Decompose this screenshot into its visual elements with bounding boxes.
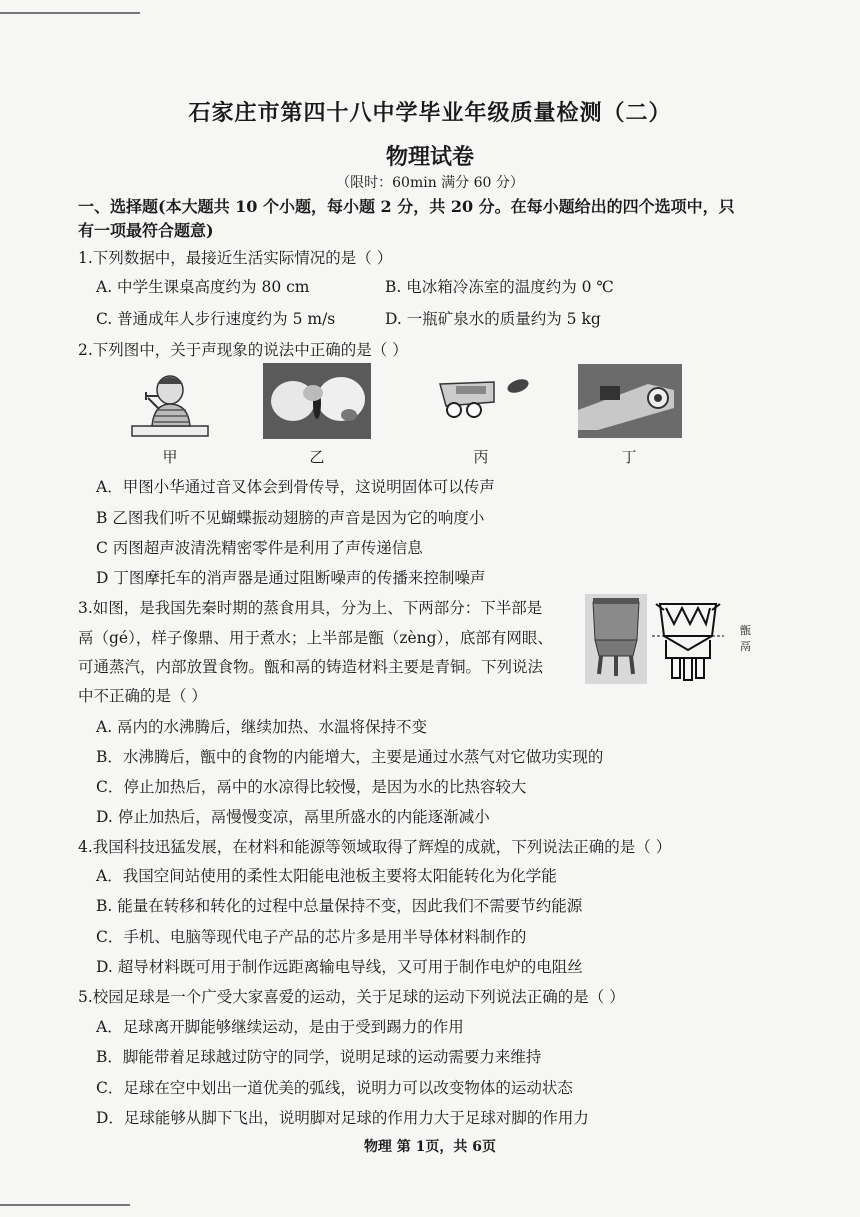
q2-option-b: B 乙图我们听不见蝴蝶振动翅膀的声音是因为它的响度小 — [96, 509, 485, 527]
q1-option-d: D. 一瓶矿泉水的质量约为 5 kg — [385, 310, 601, 328]
q2-option-c: C 丙图超声波清洗精密零件是利用了声传递信息 — [96, 539, 423, 557]
butterfly-photo — [263, 363, 371, 439]
ultrasonic-cleaner-photo — [436, 372, 532, 420]
q3-option-c: C．停止加热后，鬲中的水凉得比较慢，是因为水的比热容较大 — [96, 778, 527, 796]
exam-time-info: （限时：60min 满分 60 分） — [336, 175, 524, 191]
question-5-stem: 5.校园足球是一个广受大家喜爱的运动，关于足球的运动下列说法正确的是（ ） — [78, 988, 625, 1006]
scan-artifact-top — [0, 12, 140, 14]
figure-label-ding: 丁 — [621, 448, 637, 466]
steamer-diagram — [652, 596, 734, 686]
question-3-stem-line2: 鬲（gé），样子像鼎、用于煮水；上半部是甑（zèng），底部有网眼、 — [78, 629, 553, 647]
question-2-stem: 2.下列图中，关于声现象的说法中正确的是（ ） — [78, 341, 408, 359]
q1-option-c: C. 普通成年人步行速度约为 5 m/s — [96, 310, 336, 328]
student-tuning-fork-figure — [128, 368, 212, 440]
q1-option-b: B. 电冰箱冷冻室的温度约为 0 ℃ — [385, 278, 614, 296]
q4-option-a: A．我国空间站使用的柔性太阳能电池板主要将太阳能转化为化学能 — [96, 867, 557, 885]
q3-option-d: D. 停止加热后，鬲慢慢变凉，鬲里所盛水的内能逐渐减小 — [96, 808, 490, 826]
question-1-stem: 1.下列数据中，最接近生活实际情况的是（ ） — [78, 249, 393, 267]
exam-subject: 物理试卷 — [385, 144, 474, 170]
label-li: 鬲 — [740, 640, 751, 653]
q2-option-d: D 丁图摩托车的消声器是通过阻断噪声的传播来控制噪声 — [96, 569, 486, 587]
question-4-stem: 4.我国科技迅猛发展，在材料和能源等领域取得了辉煌的成就，下列说法正确的是（ ） — [78, 838, 672, 856]
q3-option-b: B．水沸腾后，甑中的食物的内能增大，主要是通过水蒸气对它做功实现的 — [96, 748, 604, 766]
bronze-steamer-photo — [585, 594, 647, 684]
q5-option-a: A．足球离开脚能够继续运动，是由于受到踢力的作用 — [96, 1018, 464, 1036]
q5-option-b: B．脚能带着足球越过防守的同学，说明足球的运动需要力来维持 — [96, 1048, 542, 1066]
question-3-stem-line3: 可通蒸汽，内部放置食物。甑和鬲的铸造材料主要是青铜。下列说法 — [78, 658, 544, 676]
section-heading-cont: 有一项最符合题意) — [78, 221, 214, 240]
label-zeng: 甑 — [740, 624, 751, 637]
q4-option-c: C．手机、电脑等现代电子产品的芯片多是用半导体材料制作的 — [96, 928, 527, 946]
page-footer: 物理 第 1页，共 6页 — [363, 1139, 497, 1155]
q3-option-a: A. 鬲内的水沸腾后，继续加热、水温将保持不变 — [96, 718, 428, 736]
question-3-stem-line4: 中不正确的是（ ） — [78, 687, 207, 705]
q5-option-d: D．足球能够从脚下飞出，说明脚对足球的作用力大于足球对脚的作用力 — [96, 1109, 589, 1127]
q1-option-a: A. 中学生课桌高度约为 80 cm — [96, 278, 310, 296]
q4-option-b: B. 能量在转移和转化的过程中总量保持不变，因此我们不需要节约能源 — [96, 897, 583, 915]
q4-option-d: D. 超导材料既可用于制作远距离输电导线，又可用于制作电炉的电阻丝 — [96, 958, 583, 976]
section-heading: 一、选择题(本大题共 10 个小题，每小题 2 分，共 20 分。在每小题给出的四个选项中，只 — [78, 197, 735, 216]
figure-label-bing: 丙 — [473, 448, 489, 466]
exam-title: 石家庄市第四十八中学毕业年级质量检测（二） — [188, 100, 672, 126]
q5-option-c: C．足球在空中划出一道优美的弧线，说明力可以改变物体的运动状态 — [96, 1079, 573, 1097]
motorcycle-muffler-photo — [578, 364, 682, 438]
q2-option-a: A．甲图小华通过音叉体会到骨传导，这说明固体可以传声 — [96, 478, 495, 496]
figure-label-jia: 甲 — [162, 448, 178, 466]
figure-label-yi: 乙 — [309, 448, 325, 466]
scan-artifact-bottom — [0, 1204, 130, 1206]
question-3-stem-line1: 3.如图，是我国先秦时期的蒸食用具，分为上、下两部分：下半部是 — [78, 599, 543, 617]
